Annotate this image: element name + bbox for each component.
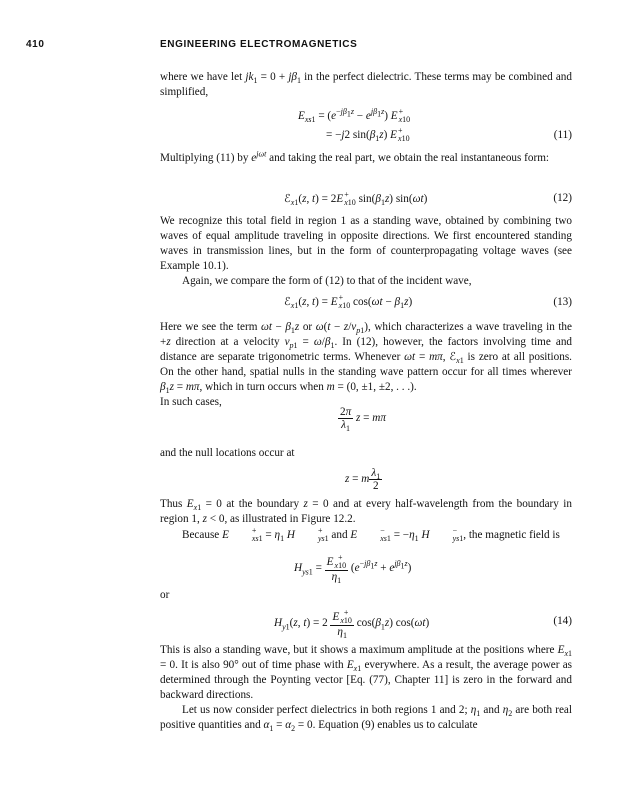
paragraph-2: Multiplying (11) by $e^{j\omega t}$ and taking the real part, we obtain the real instantaneous form: <box>160 149 550 164</box>
equation-number-11: (11) <box>553 129 572 141</box>
paragraph-5: Here we see the term $\omega t - \beta_1z$ or $\omega(t - z/v_{p1})$, which characterizes a wave traveling in the +z direction at a velocity $v_{p1} = \omega/\beta_1$. In (12), however, the factors involving time and distance are separate trigonometric terms. Whenever ωt = mπ, ℰ$_{x1}$ is zero at all positions. On the other hand, spatial nulls in the standing wave pattern occur for all times wherever $\beta_1z = m\pi$, which in turn occurs when m = (0, ±1, ±2, . . .). In such cases, <box>160 321 573 408</box>
equation-null-condition: $\frac{2\pi}{\lambda_1}$ z = mπ <box>340 406 386 434</box>
paragraph-10: Let us now consider perfect dielectrics in both regions 1 and 2; $\eta_1$ and $\eta_2$ are both real positive quantities and $\alpha_1 = \alpha_2 = 0$. Equation (9) enables us to calculate <box>160 704 572 734</box>
paragraph-7: Thus $E_{x1} = 0$ at the boundary z = 0 and at every half-wavelength from the boundary in region 1, z < 0, as illustrated in Figure 12.2. Because E + xs1 = $\eta_1$ H + ys1 and E − xs1 = $-\eta_1$ H − ys1 , the magnetic field is <box>160 498 572 544</box>
equation-11-line-1: $E_{xs1} = (e^{-j\beta_1z} - e^{j\beta_1z})$ E + x10 <box>298 107 411 125</box>
equation-11-line-2: = −j2 $\sin(\beta_1z)$ E + x10 <box>326 126 410 144</box>
paragraph-4: Again, we compare the form of (12) to that of the incident wave, <box>182 275 472 287</box>
paragraph-9: This is also a standing wave, but it shows a maximum amplitude at the positions where $E_{x1} = 0$. It is also 90° out of time phase with $E_{x1}$ everywhere. As a result, the average power as determined through the Poynting vector [Eq. (77), Chapter 11] is zero in the forward and backward directions. Let us now consider perfect dielectrics in both regions 1 and 2; $\eta_1$ and $\eta_2$ are both real positive quantities and $\alpha_1 = \alpha_2 = 0$. Equation (9) enables us to calculate <box>160 644 573 734</box>
equation-number-13: (13) <box>553 296 572 308</box>
equation-14: $H_{y1}(z$, t) = 2 E + x10 $\eta_1$ $\cos(\beta_1z)$ cos(ωt) <box>274 608 430 641</box>
equation-number-12: (12) <box>553 192 572 204</box>
paragraph-3: We recognize this total field in region 1 as a standing wave, obtained by combining two waves of equal amplitude traveling in opposite directions. We first encountered standing waves in transmission lines, but in the form of counterpropagating voltage waves (see Example 10.1). Again, we compare the form of (12) to that of the incident wave, <box>160 215 572 287</box>
equation-magnetic-phasor: $H_{ys1}$ = E + x10 $\eta_1$ $(e^{-j\beta_1z} + e^{j\beta_1z})$ <box>294 553 412 586</box>
paragraph-1: where we have let $jk_1 = 0 + j\beta_1$ in the perfect dielectric. These terms may be combined and simplified, <box>160 71 572 98</box>
running-title: ENGINEERING ELECTROMAGNETICS <box>160 39 358 50</box>
page-number: 410 <box>26 39 45 50</box>
or-word: or <box>160 589 170 601</box>
equation-null-locations: z = m $\frac{\lambda_1}{2}$ <box>345 467 381 492</box>
equation-12: ℰ$_{x1}$(z, t) = 2E + x10 $\sin(\beta_1z)$ sin(ωt) <box>284 190 428 208</box>
equation-13: ℰ$_{x1}$(z, t) = E + x10 $\cos(\omega t - \beta_1z)$ <box>284 293 413 311</box>
equation-number-14: (14) <box>553 615 572 627</box>
paragraph-6: and the null locations occur at <box>160 447 295 459</box>
paragraph-8: Because E + xs1 = $\eta_1$ H + ys1 and E − xs1 = $-\eta_1$ H − ys1 , the magnetic field is <box>182 526 560 544</box>
